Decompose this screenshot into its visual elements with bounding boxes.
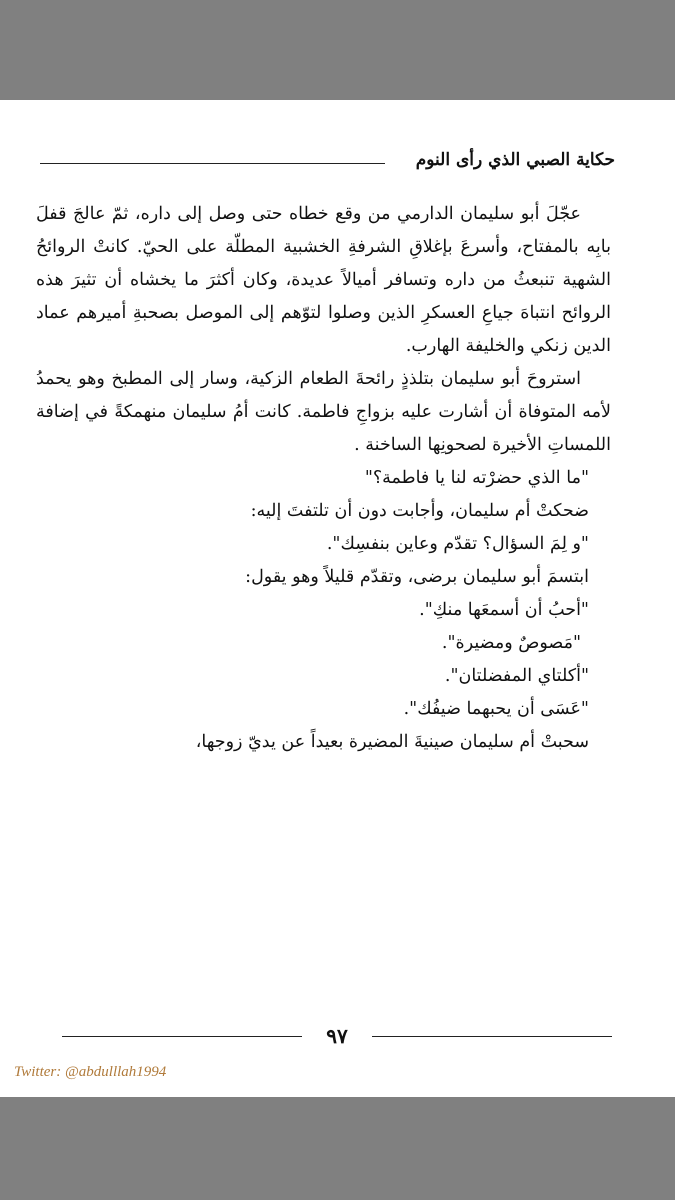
running-header: [40, 150, 615, 174]
paragraph: عجّلَ أبو سليمان الدارمي من وقع خطاه حتى وصل إلى داره، ثمّ عالجَ قفلَ بابِه بالمفتاح، وأسرعَ بإغلاقِ الشرفةِ الخشبية المطلّة على الحيّ. كانتْ الروائحُ الشهية تنبعثُ من داره وتسافر أميالاً عديدة، وكان أكثرَ ما يخشاه أن تثيرَ هذه الروائح انتباهَ جياعِ العسكرِ الذين وصلوا لتوّهم إلى الموصل بصحبةِ أميرهم عماد الدين زنكي والخليفة الهارب.: [36, 204, 611, 356]
book-page: [0, 100, 675, 1097]
top-gray-band: [0, 0, 675, 100]
dialogue-line: ضحكتْ أم سليمان، وأجابت دون أن تلتفتَ إليه:: [250, 501, 589, 521]
running-header-title: حكاية الصبي الذي رأى النوم: [415, 150, 615, 170]
dialogue-line: سحبتْ أم سليمان صينيةَ المضيرة بعيداً عن يديّ زوجها،: [195, 732, 589, 752]
page-body: [36, 198, 611, 759]
footer-rule-right: [372, 1036, 612, 1037]
dialogue-line: "عَسَى أن يحبهما ضيفُك".: [403, 699, 589, 719]
dialogue-line: ابتسمَ أبو سليمان برضى، وتقدّم قليلاً وهو يقول:: [245, 567, 589, 587]
page-number: ٩٧: [326, 1024, 348, 1048]
bottom-gray-band: [0, 1097, 675, 1200]
dialogue-line: "مَصوصٌ ومضيرة".: [441, 633, 581, 653]
paragraph: استروحَ أبو سليمان بتلذذٍ رائحةَ الطعام الزكية، وسار إلى المطبخ وهو يحمدُ لأمه المتوفاة أن أشارت عليه بزواجِ فاطمة. كانت أمُ سليمان منهمكةً في إضافة اللمساتِ الأخيرة لصحونِها الساخنة .: [36, 369, 611, 455]
twitter-watermark: Twitter: @abdulllah1994: [14, 1064, 167, 1080]
dialogue-line: "أكلتاي المفضلتان".: [444, 666, 589, 686]
page-footer: [62, 1024, 612, 1050]
dialogue-line: "ما الذي حضرْته لنا يا فاطمة؟": [364, 468, 589, 488]
header-rule: [40, 163, 385, 164]
dialogue-line: "أحبُ أن أسمعَها منكِ".: [419, 600, 589, 620]
dialogue-line: "و لِمَ السؤال؟ تقدّم وعاين بنفسِك".: [326, 534, 589, 554]
